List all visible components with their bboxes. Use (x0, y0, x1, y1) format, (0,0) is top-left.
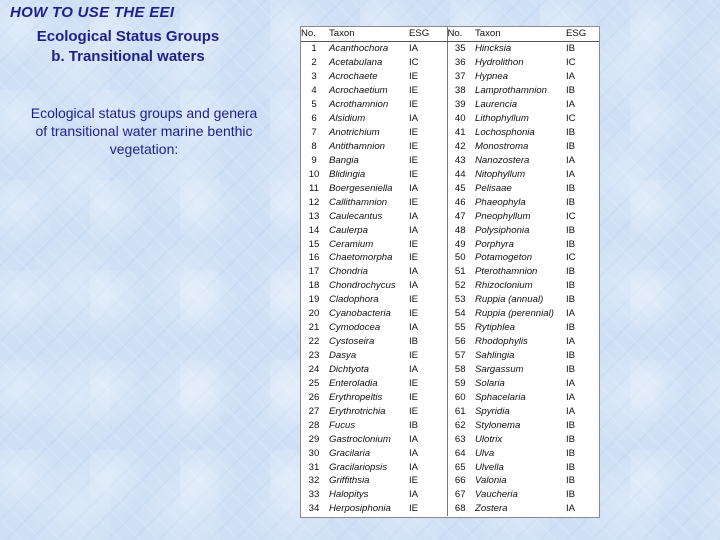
cell-esg-left: IE (407, 84, 447, 98)
cell-no-left: 10 (308, 168, 320, 180)
header-taxon-left: Taxon (327, 27, 407, 41)
cell-taxon-right: Hincksia (475, 43, 512, 55)
cell-taxon-right: Potamogeton (475, 252, 533, 264)
cell-no-right: 68 (454, 503, 466, 515)
table-row (301, 181, 599, 195)
cell-taxon-left: Acetabulana (329, 57, 383, 69)
table-row (301, 293, 599, 307)
table-body (301, 41, 599, 515)
cell-taxon-left: Gracilariopsis (329, 461, 388, 473)
cell-esg-left: IB (407, 335, 447, 349)
cell-no-right: 64 (454, 447, 466, 459)
cell-taxon-left: Dichtyota (329, 363, 369, 375)
cell-no-left: 34 (308, 503, 320, 515)
cell-taxon-left: Acrothamnion (329, 99, 389, 111)
cell-no-right: 53 (454, 294, 466, 306)
cell-no-left: 32 (308, 475, 320, 487)
cell-taxon-right: Ruppia (annual) (475, 294, 544, 306)
cell-esg-left: IE (407, 70, 447, 84)
cell-esg-right: IB (566, 419, 576, 431)
table-row (301, 237, 599, 251)
cell-esg-left: IA (407, 460, 447, 474)
cell-esg-left: IE (407, 293, 447, 307)
cell-no-right: 51 (454, 266, 466, 278)
cell-taxon-right: Rytiphlea (475, 322, 515, 334)
cell-no-right: 49 (454, 238, 466, 250)
cell-taxon-left: Ceramium (329, 238, 374, 250)
cell-esg-right: IB (566, 294, 576, 306)
cell-no-left: 9 (311, 154, 317, 166)
cell-no-right: 55 (454, 322, 466, 334)
cell-no-right: 54 (454, 308, 466, 320)
cell-taxon-left: Acrochaete (329, 71, 378, 83)
cell-esg-left: IE (407, 140, 447, 154)
cell-taxon-right: Rhodophylis (475, 336, 528, 348)
cell-taxon-left: Halopitys (329, 489, 369, 501)
table-row (301, 126, 599, 140)
cell-no-right: 67 (454, 489, 466, 501)
header-esg-left: ESG (407, 27, 447, 41)
cell-esg-left: IA (407, 321, 447, 335)
cell-esg-right: IB (566, 224, 576, 236)
cell-no-right: 41 (454, 127, 466, 139)
cell-esg-left: IE (407, 502, 447, 516)
cell-esg-left: IA (407, 209, 447, 223)
cell-taxon-left: Gracilaria (329, 447, 371, 459)
cell-no-right: 60 (454, 391, 466, 403)
cell-no-right: 43 (454, 154, 466, 166)
cell-esg-right: IA (566, 168, 576, 180)
cell-no-left: 33 (308, 489, 320, 501)
cell-no-right: 39 (454, 99, 466, 111)
cell-taxon-right: Lithophyllum (475, 113, 529, 125)
table-row (301, 321, 599, 335)
esg-table (301, 27, 599, 516)
cell-no-right: 62 (454, 419, 466, 431)
cell-taxon-right: Phaeophyla (475, 196, 526, 208)
table-header-row (301, 27, 599, 41)
cell-taxon-right: Ulotrix (475, 433, 503, 445)
table-row (301, 279, 599, 293)
cell-taxon-left: Antithamnion (329, 140, 385, 152)
cell-taxon-right: Pterothamnion (475, 266, 538, 278)
cell-esg-right: IC (566, 57, 576, 69)
cell-esg-left: IE (407, 237, 447, 251)
table-row (301, 335, 599, 349)
cell-taxon-left: Cymodocea (329, 322, 381, 334)
cell-no-left: 5 (311, 99, 317, 111)
table-row (301, 363, 599, 377)
cell-esg-left: IE (407, 404, 447, 418)
cell-esg-right: IA (566, 391, 576, 403)
cell-taxon-left: Acanthochora (329, 43, 389, 55)
table-row (301, 265, 599, 279)
cell-taxon-right: Sargassum (475, 363, 524, 375)
cell-taxon-right: Lochosphonia (475, 127, 535, 139)
cell-esg-right: IC (566, 210, 576, 222)
table-row (301, 70, 599, 84)
cell-no-right: 42 (454, 140, 466, 152)
esg-table-container (300, 26, 600, 518)
cell-no-left: 2 (311, 57, 317, 69)
cell-esg-left: IE (407, 307, 447, 321)
table-row (301, 390, 599, 404)
cell-esg-left: IE (407, 153, 447, 167)
cell-esg-left: IA (407, 488, 447, 502)
table-row (301, 307, 599, 321)
cell-taxon-left: Alsidium (329, 113, 366, 125)
table-row (301, 84, 599, 98)
cell-taxon-right: Sahlingia (475, 350, 515, 362)
cell-no-right: 52 (454, 280, 466, 292)
table-row (301, 502, 599, 516)
cell-no-left: 20 (308, 308, 320, 320)
cell-no-right: 44 (454, 168, 466, 180)
cell-no-left: 11 (309, 182, 319, 194)
cell-no-left: 7 (311, 127, 317, 139)
table-row (301, 153, 599, 167)
subheading-transitional-waters: b. Transitional waters (51, 48, 205, 65)
cell-taxon-left: Callithamnion (329, 196, 388, 208)
cell-esg-left: IC (407, 56, 447, 70)
cell-no-right: 37 (454, 71, 466, 83)
cell-taxon-left: Erythrotrichia (329, 405, 386, 417)
cell-no-left: 18 (308, 280, 320, 292)
cell-taxon-left: Cystoseira (329, 336, 375, 348)
cell-no-left: 28 (308, 419, 320, 431)
cell-taxon-left: Cyanobacteria (329, 308, 391, 320)
cell-taxon-left: Gastroclonium (329, 433, 391, 445)
cell-esg-left: IE (407, 126, 447, 140)
table-row (301, 404, 599, 418)
cell-taxon-left: Griffithsia (329, 475, 370, 487)
cell-taxon-right: Nitophyllum (475, 168, 526, 180)
cell-esg-right: IB (566, 433, 576, 445)
cell-esg-right: IB (566, 85, 576, 97)
cell-esg-right: IA (566, 71, 576, 83)
cell-esg-right: IA (566, 99, 576, 111)
cell-esg-left: IA (407, 223, 447, 237)
header-taxon-right: Taxon (473, 27, 564, 41)
cell-esg-right: IB (566, 475, 576, 487)
cell-taxon-right: Stylonema (475, 419, 521, 431)
cell-taxon-right: Sphacelaria (475, 391, 526, 403)
cell-no-right: 56 (454, 336, 466, 348)
cell-taxon-right: Solaria (475, 377, 505, 389)
cell-no-right: 63 (454, 433, 466, 445)
cell-esg-left: IE (407, 251, 447, 265)
cell-taxon-right: Porphyra (475, 238, 514, 250)
cell-no-right: 58 (454, 363, 466, 375)
table-row (301, 418, 599, 432)
table-row (301, 460, 599, 474)
cell-esg-left: IA (407, 41, 447, 55)
cell-esg-right: IB (566, 447, 576, 459)
cell-no-left: 21 (308, 322, 320, 334)
cell-taxon-left: Boergeseniella (329, 182, 393, 194)
cell-taxon-right: Ruppia (perennial) (475, 308, 554, 320)
page-heading: HOW TO USE THE EEI (10, 4, 175, 21)
cell-esg-left: IE (407, 390, 447, 404)
cell-no-left: 29 (308, 433, 320, 445)
cell-no-left: 8 (311, 140, 317, 152)
cell-no-left: 15 (308, 238, 320, 250)
cell-no-right: 65 (454, 461, 466, 473)
cell-esg-right: IB (566, 238, 576, 250)
table-row (301, 474, 599, 488)
table-row (301, 446, 599, 460)
cell-esg-left: IE (407, 195, 447, 209)
cell-no-left: 4 (311, 85, 317, 97)
cell-taxon-right: Pelisaae (475, 182, 512, 194)
cell-esg-right: IB (566, 196, 576, 208)
cell-esg-left: IA (407, 363, 447, 377)
cell-no-right: 61 (454, 405, 466, 417)
cell-taxon-right: Pneophyllum (475, 210, 531, 222)
cell-no-left: 17 (308, 266, 320, 278)
cell-taxon-right: Rhizoclonium (475, 280, 533, 292)
cell-esg-right: IB (566, 43, 576, 55)
cell-no-right: 45 (454, 182, 466, 194)
cell-esg-left: IE (407, 167, 447, 181)
cell-esg-right: IA (566, 503, 576, 515)
cell-esg-right: IB (566, 182, 576, 194)
table-row (301, 41, 599, 55)
cell-no-left: 19 (308, 294, 320, 306)
cell-taxon-right: Ulva (475, 447, 495, 459)
cell-no-left: 27 (308, 405, 320, 417)
cell-taxon-left: Herposiphonia (329, 503, 391, 515)
cell-no-right: 57 (454, 350, 466, 362)
cell-no-left: 23 (308, 350, 320, 362)
cell-taxon-right: Zostera (475, 503, 508, 515)
cell-taxon-left: Blidingia (329, 168, 366, 180)
cell-no-left: 22 (308, 336, 320, 348)
cell-no-left: 25 (308, 377, 320, 389)
table-row (301, 167, 599, 181)
cell-taxon-left: Dasya (329, 350, 357, 362)
cell-taxon-right: Lamprothamnion (475, 85, 547, 97)
cell-esg-left: IE (407, 376, 447, 390)
cell-esg-right: IC (566, 113, 576, 125)
cell-taxon-right: Nanozostera (475, 154, 530, 166)
cell-no-right: 47 (454, 210, 466, 222)
table-row (301, 140, 599, 154)
table-row (301, 223, 599, 237)
cell-esg-left: IB (407, 418, 447, 432)
table-row (301, 349, 599, 363)
cell-no-left: 13 (308, 210, 320, 222)
cell-no-left: 1 (311, 43, 317, 55)
cell-esg-left: IA (407, 181, 447, 195)
cell-no-left: 12 (308, 196, 320, 208)
cell-esg-right: IA (566, 308, 576, 320)
cell-taxon-left: Caulerpa (329, 224, 368, 236)
cell-esg-right: IB (566, 266, 576, 278)
cell-no-left: 26 (308, 391, 320, 403)
cell-taxon-left: Erythropeltis (329, 391, 383, 403)
cell-no-right: 38 (454, 85, 466, 97)
cell-esg-left: IE (407, 98, 447, 112)
cell-taxon-right: Spyridia (475, 405, 510, 417)
cell-taxon-right: Ulvella (475, 461, 504, 473)
cell-taxon-right: Polysiphonia (475, 224, 530, 236)
header-esg-right: ESG (564, 27, 599, 41)
table-row (301, 56, 599, 70)
cell-no-left: 31 (308, 461, 320, 473)
table-row (301, 195, 599, 209)
subheading-status-groups: Ecological Status Groups (36, 28, 220, 45)
cell-taxon-left: Chaetomorpha (329, 252, 393, 264)
cell-taxon-right: Monostroma (475, 140, 529, 152)
cell-esg-left: IA (407, 279, 447, 293)
cell-no-right: 59 (454, 377, 466, 389)
cell-esg-right: IA (566, 377, 576, 389)
cell-esg-right: IB (566, 127, 576, 139)
cell-taxon-left: Acrochaetium (329, 85, 388, 97)
cell-no-right: 50 (454, 252, 466, 264)
cell-no-right: 40 (454, 113, 466, 125)
cell-taxon-left: Chondrochycus (329, 280, 396, 292)
table-row (301, 251, 599, 265)
table-row (301, 488, 599, 502)
cell-no-left: 24 (308, 363, 320, 375)
cell-taxon-right: Vaucheria (475, 489, 518, 501)
cell-esg-right: IB (566, 363, 576, 375)
cell-taxon-left: Cladophora (329, 294, 379, 306)
cell-no-left: 16 (308, 252, 320, 264)
cell-esg-left: IA (407, 112, 447, 126)
cell-no-right: 36 (454, 57, 466, 69)
cell-esg-right: IC (566, 252, 576, 264)
cell-esg-left: IA (407, 432, 447, 446)
cell-esg-right: IB (566, 322, 576, 334)
cell-esg-right: IB (566, 489, 576, 501)
cell-esg-right: IA (566, 405, 576, 417)
cell-esg-right: IB (566, 280, 576, 292)
cell-esg-right: IB (566, 350, 576, 362)
table-row (301, 209, 599, 223)
header-no-right: No. (447, 27, 473, 41)
cell-taxon-left: Anotrichium (329, 127, 380, 139)
table-row (301, 432, 599, 446)
cell-no-right: 66 (454, 475, 466, 487)
cell-taxon-right: Hypnea (475, 71, 509, 83)
cell-no-left: 6 (311, 113, 317, 125)
cell-no-right: 35 (454, 43, 466, 55)
cell-taxon-right: Laurencia (475, 99, 518, 111)
cell-taxon-left: Chondria (329, 266, 368, 278)
cell-taxon-right: Hydrolithon (475, 57, 524, 69)
table-row (301, 98, 599, 112)
cell-taxon-left: Caulecantus (329, 210, 383, 222)
cell-no-left: 14 (308, 224, 320, 236)
cell-taxon-left: Enteroladia (329, 377, 378, 389)
description-text: Ecological status groups and genera of transitional water marine benthic vegetation: (30, 105, 258, 157)
cell-taxon-left: Fucus (329, 419, 356, 431)
cell-no-right: 48 (454, 224, 466, 236)
cell-esg-right: IB (566, 461, 576, 473)
cell-no-left: 3 (311, 71, 317, 83)
cell-esg-right: IA (566, 154, 576, 166)
cell-taxon-right: Valonia (475, 475, 507, 487)
header-no-left: No. (301, 27, 327, 41)
table-row (301, 112, 599, 126)
cell-esg-left: IA (407, 446, 447, 460)
cell-no-right: 46 (454, 196, 466, 208)
cell-esg-right: IA (566, 336, 576, 348)
cell-no-left: 30 (308, 447, 320, 459)
table-row (301, 376, 599, 390)
cell-esg-left: IE (407, 474, 447, 488)
cell-esg-left: IE (407, 349, 447, 363)
cell-esg-left: IA (407, 265, 447, 279)
cell-esg-right: IB (566, 140, 576, 152)
cell-taxon-left: Bangia (329, 154, 359, 166)
